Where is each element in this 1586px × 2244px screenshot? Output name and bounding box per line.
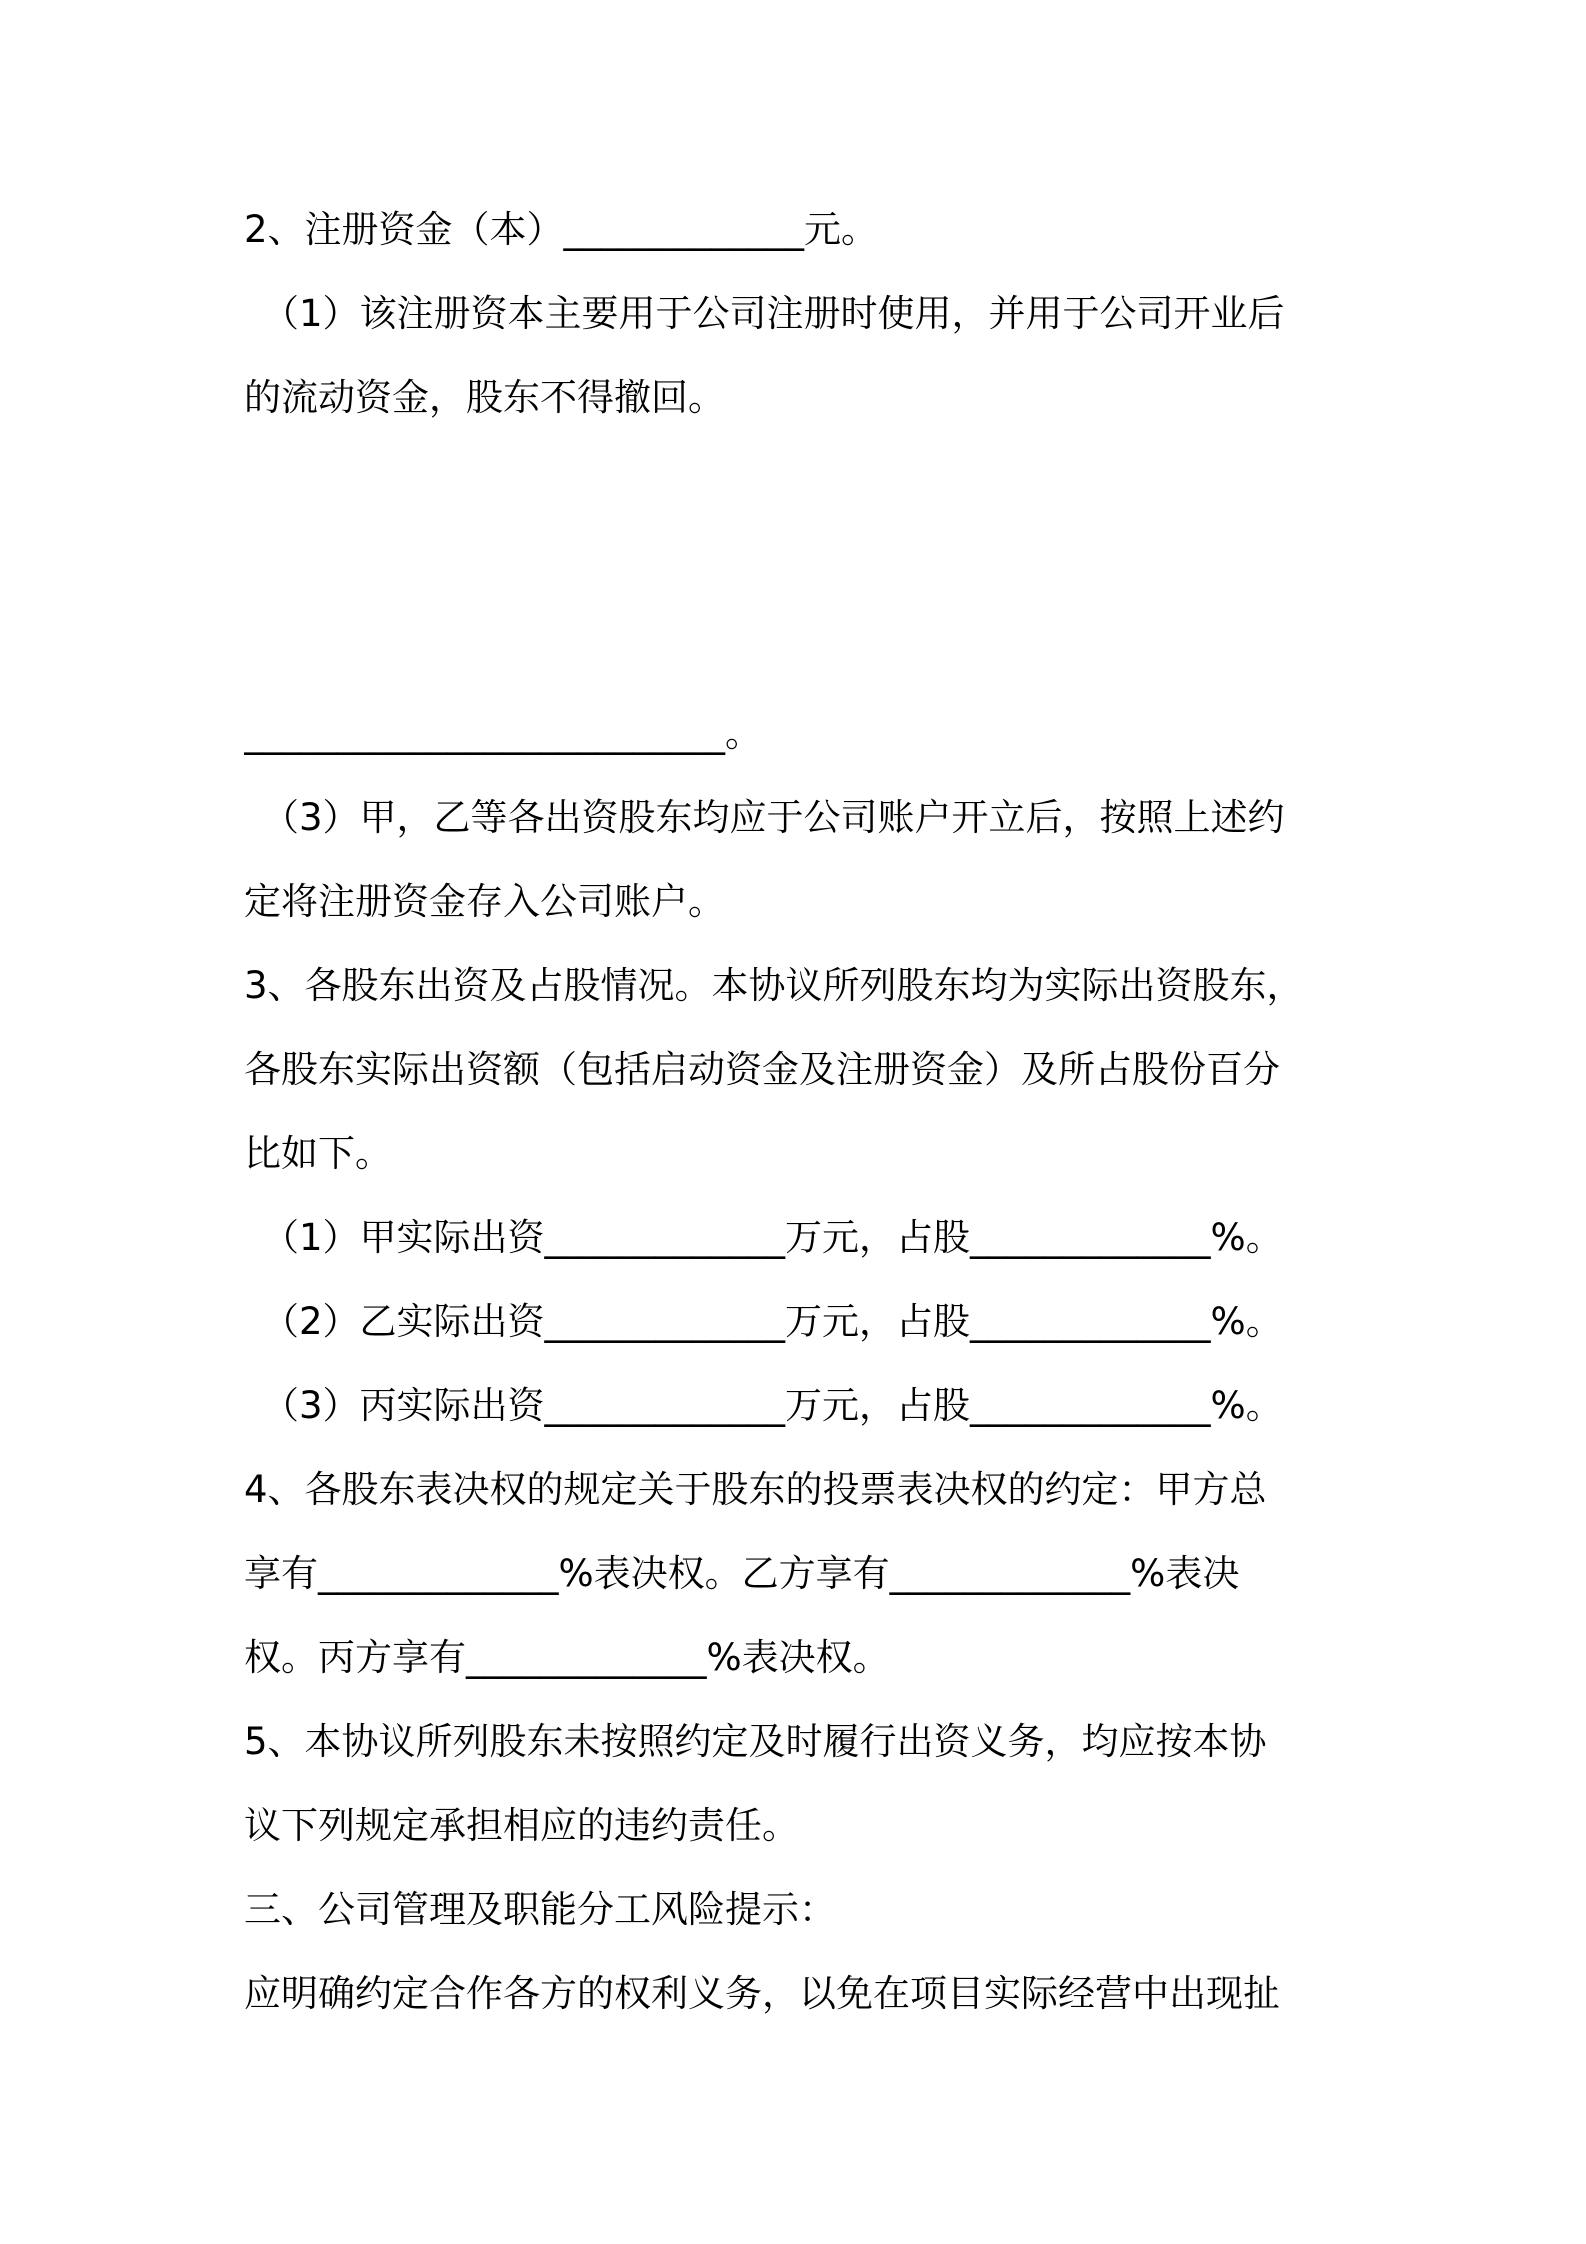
contribution-party-b: （2）乙实际出资_____________万元，占股_____________%。 bbox=[262, 1300, 1283, 1343]
paragraph-default-liability-cont: 议下列规定承担相应的违约责任。 bbox=[244, 1804, 799, 1847]
paragraph-registered-capital: 2、注册资金（本）_____________元。 bbox=[244, 208, 879, 251]
paragraph-capital-arrival bbox=[262, 440, 1354, 524]
paragraph-deposit: （3）甲，乙等各出资股东均应于公司账户开立后，按照上述约 bbox=[262, 796, 1285, 839]
contribution-party-c: （3）丙实际出资_____________万元，占股_____________%。 bbox=[262, 1384, 1283, 1427]
paragraph-shareholding-cont: 各股东实际出资额（包括启动资金及注册资金）及所占股份百分 bbox=[244, 1048, 1280, 1091]
party-b-blank-line bbox=[244, 524, 1354, 608]
paragraph-voting-rights-cont: 享有_____________%表决权。乙方享有_____________%表决 bbox=[244, 1552, 1240, 1595]
party-c-blank-line bbox=[244, 608, 1354, 692]
section-heading-management: 三、公司管理及职能分工风险提示： bbox=[244, 1888, 836, 1931]
paragraph-voting-rights-end: 权。丙方享有_____________%表决权。 bbox=[244, 1636, 890, 1679]
paragraph-default-liability: 5、本协议所列股东未按照约定及时履行出资义务，均应按本协 bbox=[244, 1720, 1267, 1763]
paragraph-capital-usage: （1）该注册资本主要用于公司注册时使用，并用于公司开业后 bbox=[262, 292, 1285, 335]
paragraph-voting-rights: 4、各股东表决权的规定关于股东的投票表决权的约定：甲方总 bbox=[244, 1468, 1267, 1511]
paragraph-shareholding: 3、各股东出资及占股情况。本协议所列股东均为实际出资股东， bbox=[244, 964, 1304, 1007]
paragraph-management: 应明确约定合作各方的权利义务，以免在项目实际经营中出现扯 bbox=[244, 1972, 1280, 2015]
paragraph-shareholding-end: 比如下。 bbox=[244, 1132, 392, 1175]
paragraph-capital-usage-cont: 的流动资金，股东不得撤回。 bbox=[244, 376, 725, 419]
blank-line-end: __________________________。 bbox=[244, 712, 762, 755]
paragraph-deposit-cont: 定将注册资金存入公司账户。 bbox=[244, 880, 725, 923]
contribution-party-a: （1）甲实际出资_____________万元，占股_____________%。 bbox=[262, 1216, 1283, 1259]
